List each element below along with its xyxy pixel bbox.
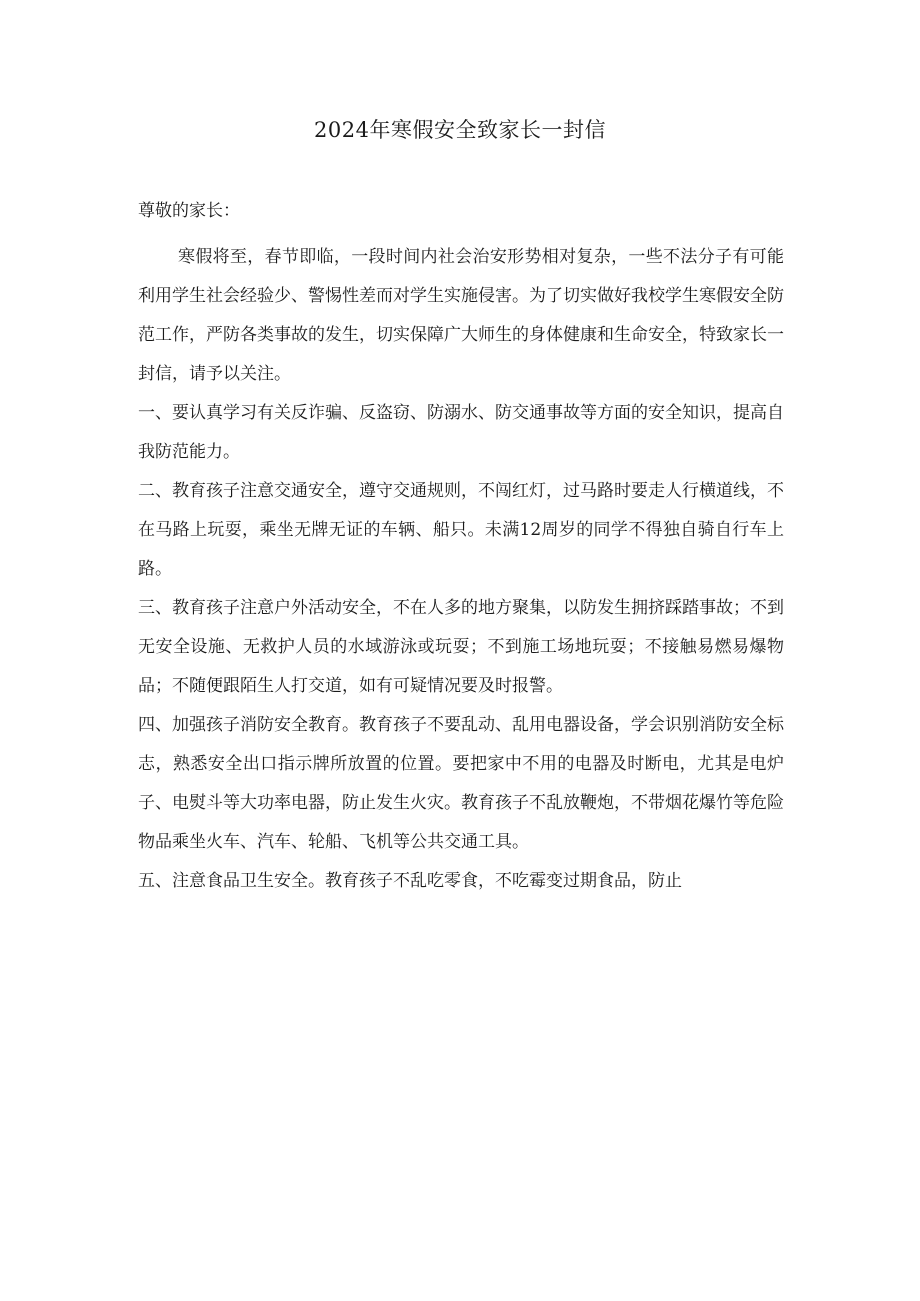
intro-paragraph: 寒假将至，春节即临，一段时间内社会治安形势相对复杂，一些不法分子有可能利用学生社会经验少、警惕性差而对学生实施侵害。为了切实做好我校学生寒假安全防范工作，严防各类事故的发生，切实保障广大师生的身体健康和生命安全，特致家长一封信，请予以关注。 bbox=[138, 247, 784, 384]
item-paragraph-1: 一、要认真学习有关反诈骗、反盗窃、防溺水、防交通事故等方面的安全知识，提高自我防范能力。 bbox=[138, 403, 784, 462]
item-paragraph-4: 四、加强孩子消防安全教育。教育孩子不要乱动、乱用电器设备，学会识别消防安全标志，熟悉安全出口指示牌所放置的位置。要把家中不用的电器及时断电，尤其是电炉子、电熨斗等大功率电器，防止发生火灾。教育孩子不乱放鞭炮，不带烟花爆竹等危险物品乘坐火车、汽车、轮船、飞机等公共交通工具。 bbox=[138, 715, 784, 852]
salutation: 尊敬的家长： bbox=[138, 201, 240, 221]
item-paragraph-3: 三、教育孩子注意户外活动安全，不在人多的地方聚集，以防发生拥挤踩踏事故；不到无安全设施、无救护人员的水域游泳或玩耍；不到施工场地玩耍；不接触易燃易爆物品；不随便跟陌生人打交道，如有可疑情况要及时报警。 bbox=[138, 598, 784, 696]
document-title: 2024年寒假安全致家长一封信 bbox=[314, 118, 606, 142]
item-paragraph-5: 五、注意食品卫生安全。教育孩子不乱吃零食，不吃霉变过期食品，防止 bbox=[138, 871, 682, 891]
letter-body bbox=[138, 238, 784, 901]
item-paragraph-2: 二、教育孩子注意交通安全，遵守交通规则，不闯红灯，过马路时要走人行横道线，不在马路上玩耍，乘坐无牌无证的车辆、船只。未满12周岁的同学不得独自骑自行车上路。 bbox=[138, 481, 784, 579]
